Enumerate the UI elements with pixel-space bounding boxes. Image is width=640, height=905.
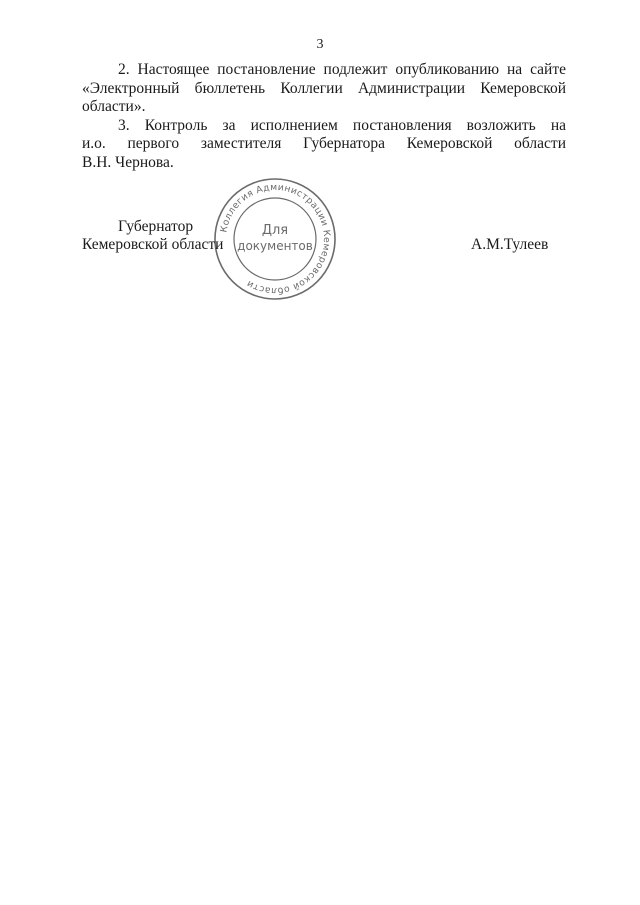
paragraph-publication-line-1: 2. Настоящее постановление подлежит опубликованию на сайте (118, 61, 566, 78)
signatory-name: А.М.Тулеев (471, 236, 549, 253)
paragraph-publication-line-3: области». (82, 98, 146, 115)
page-number: 3 (316, 37, 324, 52)
seal-center-line-2: документов (237, 239, 313, 253)
paragraph-control-line-2: и.о. первого заместителя Губернатора Кемеровской области (82, 135, 566, 152)
paragraph-publication (82, 61, 566, 117)
seal-center-line-1: Для (261, 223, 289, 238)
paragraph-control-line-3: В.Н. Чернова. (82, 153, 174, 171)
signatory-region: Кемеровской области (82, 236, 224, 253)
signatory-position: Губернатор (118, 218, 194, 235)
document-body (82, 61, 566, 172)
paragraph-control-line-1: 3. Контроль за исполнением постановления возложить на (118, 116, 566, 134)
paragraph-control (82, 117, 566, 173)
seal-ring-text: Коллегия Администрации Кемеровской области (218, 181, 333, 297)
paragraph-publication-line-2: «Электронный бюллетень Коллегии Администрации Кемеровской (82, 79, 566, 97)
official-seal-stamp (213, 177, 337, 301)
